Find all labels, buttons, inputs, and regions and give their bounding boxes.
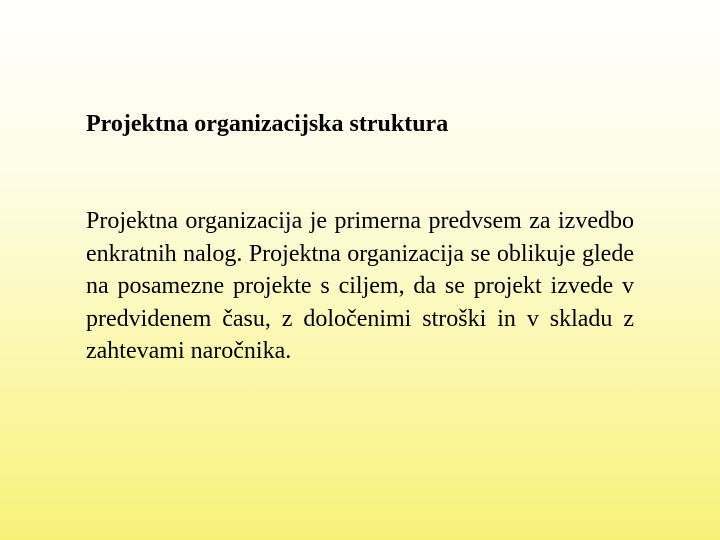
slide-title: Projektna organizacijska struktura xyxy=(86,111,449,137)
slide-body-text: Projektna organizacija je primerna predvsem za izvedbo enkratnih nalog. Projektna organizacija se oblikuje glede na posamezne projekte s ciljem, da se projekt izvede v predvidenem času, z določenimi stroški in v skladu z zahtevami naročnika. xyxy=(86,208,634,364)
